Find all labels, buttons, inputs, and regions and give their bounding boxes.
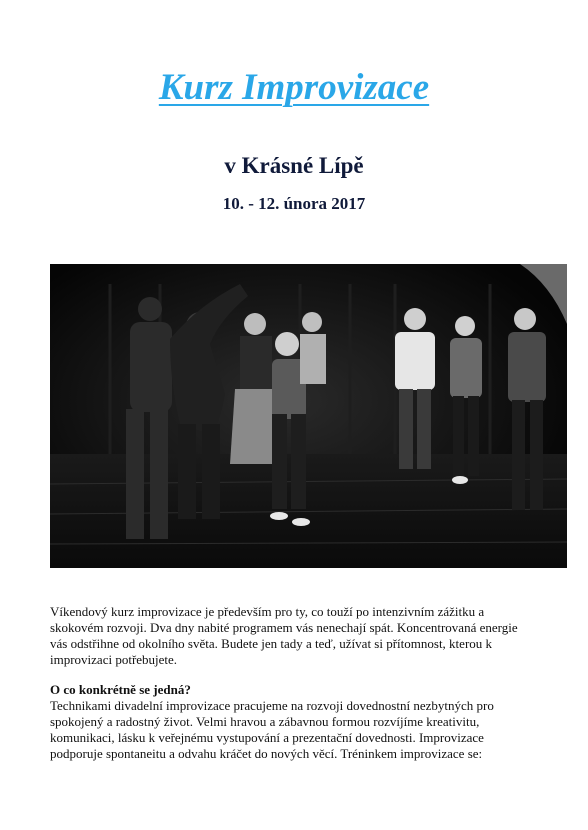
location-subtitle: v Krásné Lípě bbox=[224, 153, 364, 178]
course-dates: 10. - 12. února 2017 bbox=[222, 194, 366, 213]
section-heading: O co konkrétně se jedná? bbox=[50, 682, 191, 697]
workshop-photo bbox=[50, 264, 567, 568]
details-paragraph: Technikami divadelní improvizace pracujeme na rozvoji dovednostní nezbytných pro spokojený a radostný život. Velmi hravou a zábavnou formou rozvíjíme kreativitu, komunikaci, lásku k veřejnému vystupování a prezentační dovednosti. Improvizace podporuje spontaneitu a odvahu kráčet do nových věcí. Tréninkem improvizace se: bbox=[50, 698, 494, 761]
intro-paragraph: Víkendový kurz improvizace je především pro ty, co touží po intenzivním zážitku a skokovém rozvoji. Dva dny nabité programem vás nenechají spát. Koncentrovaná energie vás odstřihne od okolního světa. Budete jen tady a teď, užívat si přítomnost, kterou k improvizaci potřebujete. bbox=[50, 604, 518, 667]
document-title: Kurz Improvizace bbox=[158, 67, 430, 108]
